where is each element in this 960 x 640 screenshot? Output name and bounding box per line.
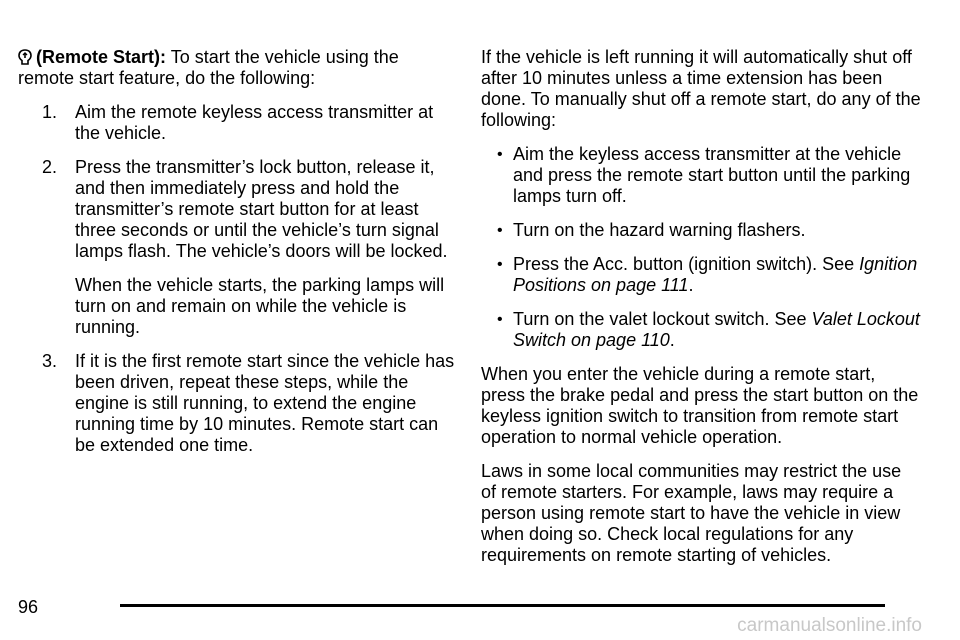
- step-number: 1.: [42, 102, 58, 122]
- step-subtext: When the vehicle starts, the parking lamps will turn on and remain on while the vehicle is running.: [75, 275, 445, 337]
- watermark: carmanualsonline.info: [737, 615, 922, 636]
- list-item-text-end: .: [688, 275, 694, 295]
- remote-start-steps: [18, 102, 458, 456]
- step-number: 3.: [42, 351, 58, 371]
- step-item: [18, 351, 458, 456]
- left-column: [18, 47, 458, 469]
- bullet-icon: •: [497, 222, 503, 239]
- enter-vehicle-paragraph: When you enter the vehicle during a remote start, press the brake pedal and press the start button on the keyless ignition switch to transition from remote start operation to normal vehicle operation.: [481, 364, 919, 447]
- list-item-text: Press the Acc. button (ignition switch). See: [513, 254, 860, 274]
- remote-start-intro-text: To start the vehicle using the remote start feature, do the following:: [18, 47, 399, 88]
- step-text: Press the transmitter’s lock button, release it, and then immediately press and hold the transmitter’s remote start button for at least three seconds or until the vehicle’s turn signal lamps flash. The vehicle’s doors will be locked.: [75, 157, 448, 261]
- remote-start-intro: [18, 47, 458, 89]
- bullet-icon: •: [497, 256, 503, 273]
- list-item-text: Turn on the hazard warning flashers.: [513, 220, 806, 240]
- step-number: 2.: [42, 157, 58, 177]
- list-item-text: Turn on the valet lockout switch. See: [513, 309, 812, 329]
- shutoff-options-list: [481, 144, 921, 351]
- step-text: If it is the first remote start since the vehicle has been driven, repeat these steps, while the engine is still running, to extend the engine running time by 10 minutes. Remote start can be extended one time.: [75, 351, 455, 455]
- shutoff-paragraph: If the vehicle is left running it will automatically shut off after 10 minutes unless a time extension has been done. To manually shut off a remote start, do any of the following:: [481, 47, 921, 130]
- bullet-icon: •: [497, 311, 503, 328]
- list-item: [481, 254, 921, 296]
- list-item-text-end: .: [669, 330, 675, 350]
- cross-reference-link[interactable]: Valet Lockout Switch on page 110: [513, 309, 920, 350]
- page-number: 96: [18, 597, 39, 617]
- footer-divider: [120, 604, 885, 607]
- right-column: [481, 47, 921, 579]
- remote-start-label: (Remote Start):: [36, 47, 167, 67]
- list-item: [481, 144, 921, 207]
- local-laws-paragraph: Laws in some local communities may restrict the use of remote starters. For example, laws may require a person using remote start to have the vehicle in view when doing so. Check local regulations for any requirements on remote starting of vehicles.: [481, 461, 902, 565]
- list-item: [481, 309, 921, 351]
- bullet-icon: •: [497, 146, 503, 163]
- list-item: [481, 220, 921, 241]
- step-item: [18, 157, 458, 338]
- cross-reference-link[interactable]: Ignition Positions on page 111: [513, 254, 918, 295]
- step-item: [18, 102, 458, 144]
- step-text: Aim the remote keyless access transmitter at the vehicle.: [75, 102, 434, 143]
- list-item-text: Aim the keyless access transmitter at the vehicle and press the remote start button until the parking lamps turn off.: [513, 144, 911, 206]
- remote-start-icon: [18, 49, 32, 65]
